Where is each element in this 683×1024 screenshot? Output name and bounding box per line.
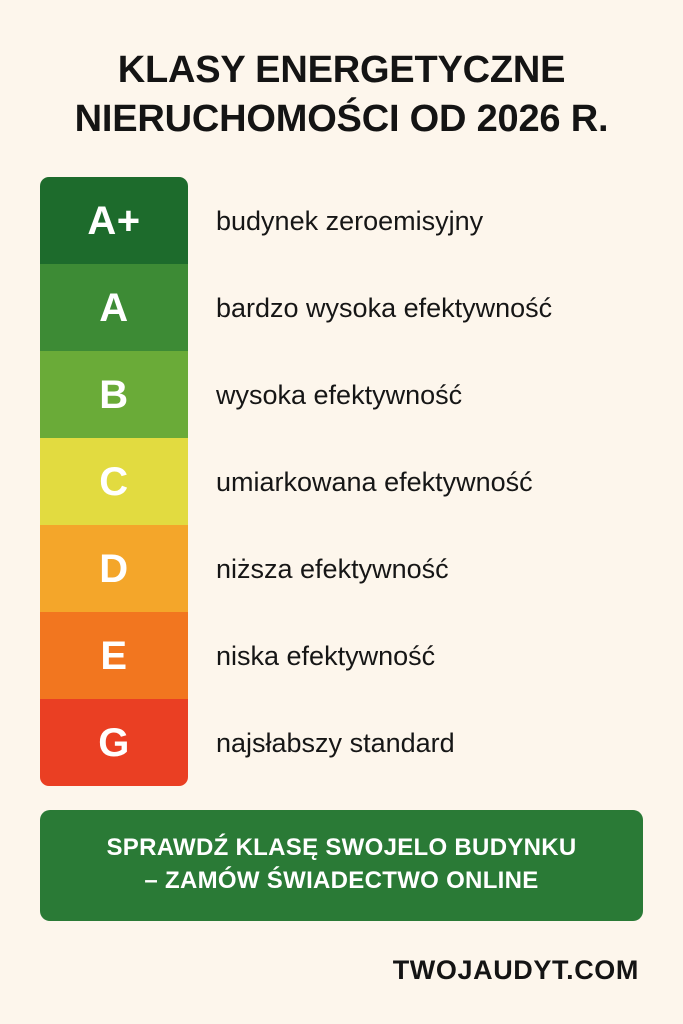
energy-label-a-plus: budynek zeroemisyjny [216, 205, 484, 236]
energy-scale-rows [40, 177, 643, 786]
page-title [0, 0, 683, 143]
energy-band-g: G [40, 699, 188, 786]
energy-band-c: C [40, 438, 188, 525]
energy-label-c: umiarkowana efektywność [216, 466, 533, 497]
table-row [40, 351, 643, 438]
table-row [40, 525, 643, 612]
table-row [40, 264, 643, 351]
check-building-class-button[interactable] [40, 810, 643, 921]
page-title-line-2: NIERUCHOMOŚCI OD 2026 R. [74, 97, 609, 140]
table-row [40, 177, 643, 264]
energy-band-d: D [40, 525, 188, 612]
energy-label-d: niższa efektywność [216, 553, 449, 584]
energy-label-e: niska efektywność [216, 640, 436, 671]
energy-band-b: B [40, 351, 188, 438]
cta-line-2: – ZAMÓW ŚWIADECTWO ONLINE [144, 866, 539, 894]
energy-label-a: bardzo wysoka efektywność [216, 292, 553, 323]
energy-scale-section [0, 177, 683, 786]
energy-band-e: E [40, 612, 188, 699]
table-row [40, 699, 643, 786]
website-url: TWOJAUDYT.COM [392, 955, 639, 986]
table-row [40, 438, 643, 525]
page-title-line-1: KLASY ENERGETYCZNE [117, 49, 566, 91]
energy-label-b: wysoka efektywność [216, 379, 463, 410]
energy-band-a-plus: A+ [40, 177, 188, 264]
energy-label-g: najsłabszy standard [216, 727, 455, 758]
energy-band-a: A [40, 264, 188, 351]
table-row [40, 612, 643, 699]
cta-line-1: SPRAWDŹ KLASĘ SWOJELO BUDYNKU [106, 834, 577, 862]
